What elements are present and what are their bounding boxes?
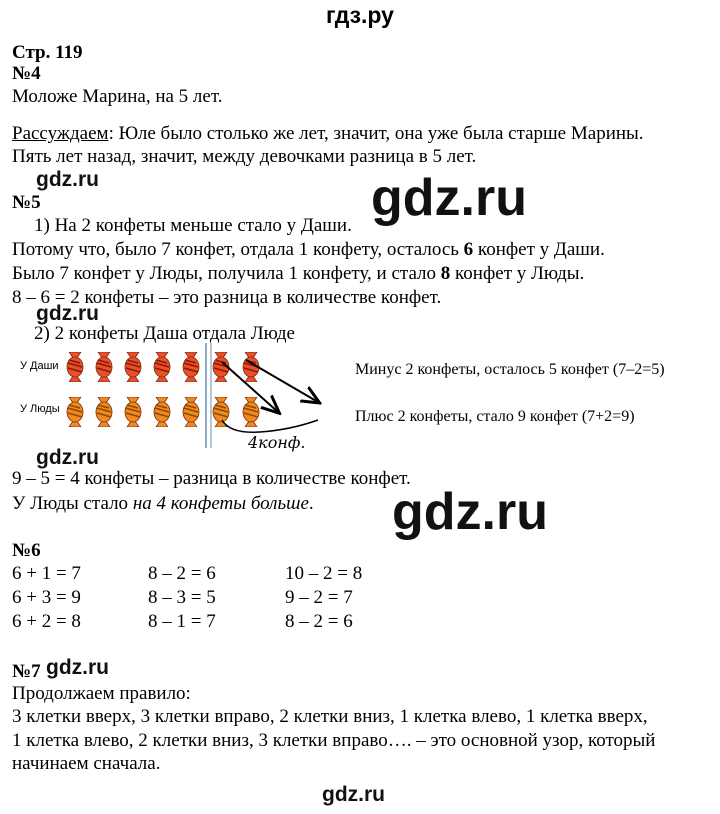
text: конфет у Люды. — [450, 263, 585, 284]
reason-text: : Юле было столько же лет, значит, она уже была старше Марины. — [108, 123, 644, 144]
task7-line1: Продолжаем правило: — [12, 683, 191, 704]
handwritten-note: 4конф. — [248, 433, 306, 452]
text: Потому что, было 7 конфет, отдала 1 конфету, осталось — [12, 239, 464, 260]
figure-note2: Плюс 2 конфеты, стало 9 конфет (7+2=9) — [355, 408, 635, 425]
watermark: gdz.ru — [46, 656, 109, 679]
task7-line4: начинаем сначала. — [12, 753, 161, 774]
figure-note1: Минус 2 конфеты, осталось 5 конфет (7–2=5) — [355, 361, 665, 378]
watermark: gdz.ru — [322, 783, 385, 806]
task5-part2: 2) 2 конфеты Даша отдала Люде — [34, 323, 295, 344]
bold-number: 8 — [440, 263, 451, 284]
watermark: gdz.ru — [371, 169, 527, 227]
watermark: gdz.ru — [36, 302, 99, 325]
watermark: gdz.ru — [36, 168, 99, 191]
task5-part1: 1) На 2 конфеты меньше стало у Даши. — [34, 215, 352, 236]
bold-number: 6 — [463, 239, 474, 260]
eq-col3-row3: 8 – 2 = 6 — [285, 611, 353, 632]
task4-reason-line2: Пять лет назад, значит, между девочками разница в 5 лет. — [12, 146, 477, 167]
row-label-lyuda: У Люды — [20, 403, 60, 415]
text: У Люды стало — [12, 493, 133, 514]
task5-number: №5 — [12, 192, 41, 213]
eq-col2-row3: 8 – 1 = 7 — [148, 611, 216, 632]
text: . — [308, 493, 314, 514]
task7-line2: 3 клетки вверх, 3 клетки вправо, 2 клетки вниз, 1 клетка влево, 1 клетка вверх, — [12, 706, 648, 727]
task5-line4: 8 – 6 = 2 конфеты – это разница в количестве конфет. — [12, 287, 442, 308]
eq-col1-row3: 6 + 2 = 8 — [12, 611, 81, 632]
task4-number: №4 — [12, 63, 41, 84]
italic-answer: на 4 конфеты больше — [132, 493, 309, 514]
eq-col2-row2: 8 – 3 = 5 — [148, 587, 216, 608]
eq-col2-row1: 8 – 2 = 6 — [148, 563, 216, 584]
text: Было 7 конфет у Люды, получила 1 конфету, и стало — [12, 263, 441, 284]
eq-col3-row2: 9 – 2 = 7 — [285, 587, 353, 608]
watermark: gdz.ru — [36, 446, 99, 469]
eq-col3-row1: 10 – 2 = 8 — [285, 563, 363, 584]
text: конфет у Даши. — [473, 239, 605, 260]
arrow-candy-1 — [222, 362, 278, 412]
task4-answer: Моложе Марина, на 5 лет. — [12, 86, 223, 107]
page-ref: Стр. 119 — [12, 42, 83, 63]
eq-col1-row1: 6 + 1 = 7 — [12, 563, 81, 584]
task5-line6 — [12, 493, 314, 515]
bracket — [222, 420, 318, 432]
row-label-dasha: У Даши — [20, 360, 59, 372]
reason-label: Рассуждаем — [12, 123, 109, 144]
arrow-candy-2 — [246, 360, 318, 402]
site-header: гдз.ру — [326, 2, 394, 28]
task6-number: №6 — [12, 540, 41, 561]
eq-col1-row2: 6 + 3 = 9 — [12, 587, 81, 608]
watermark: gdz.ru — [392, 483, 548, 541]
task5-line5: 9 – 5 = 4 конфеты – разница в количестве конфет. — [12, 468, 411, 489]
task7-line3: 1 клетка влево, 2 клетки вниз, 3 клетки вправо…. – это основной узор, который — [12, 730, 656, 751]
task7-number: №7 — [12, 661, 41, 682]
